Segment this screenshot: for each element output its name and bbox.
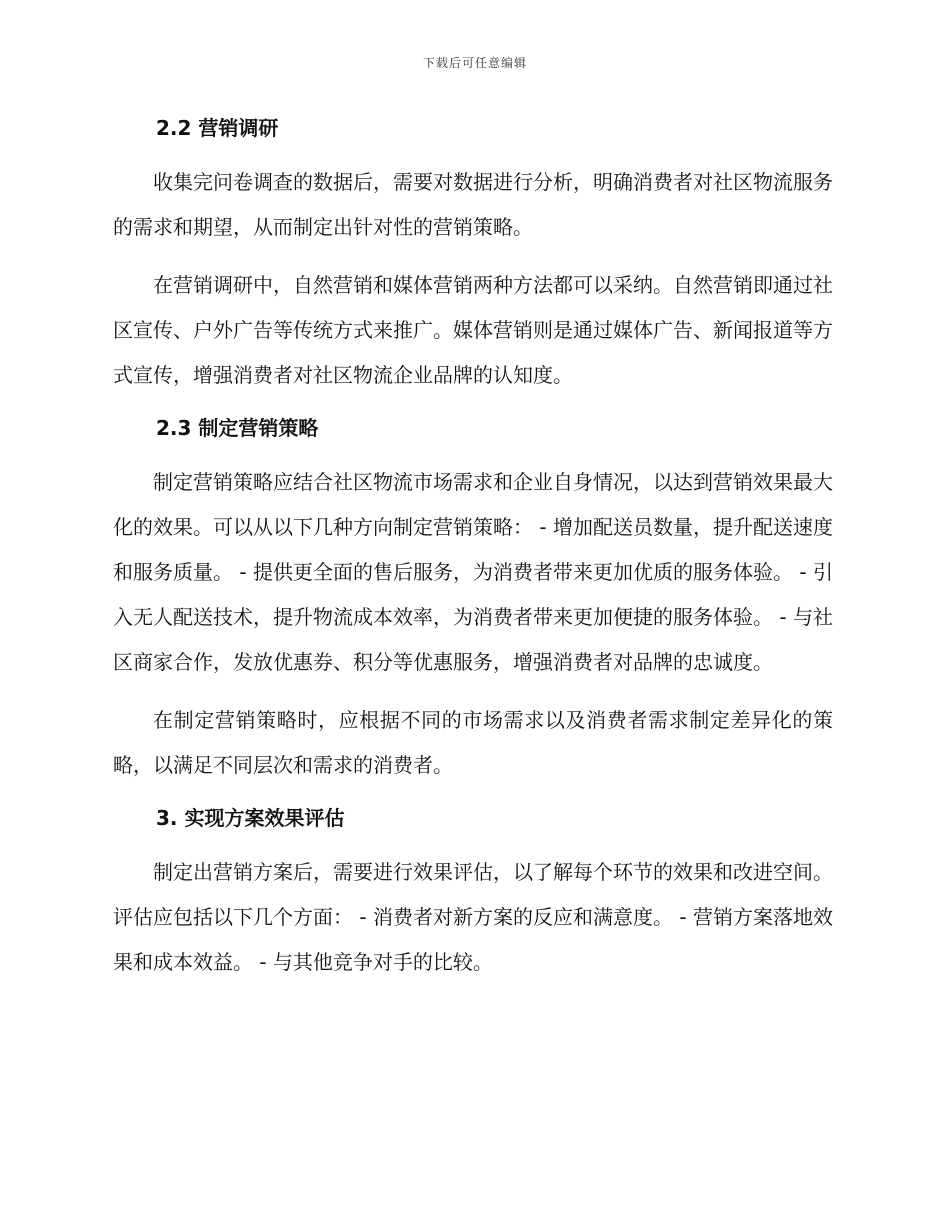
document-body (113, 112, 833, 985)
paragraph: 在营销调研中，自然营销和媒体营销两种方法都可以采纳。自然营销即通过社区宣传、户外广告等传统方式来推广。媒体营销则是通过媒体广告、新闻报道等方式宣传，增强消费者对社区物流企业品牌的认知度。 (113, 273, 833, 387)
paragraph: 制定出营销方案后，需要进行效果评估，以了解每个环节的效果和改进空间。评估应包括以下几个方面： - 消费者对新方案的反应和满意度。 - 营销方案落地效果和成本效益。 - 与其他竞争对手的比较。 (113, 860, 833, 974)
page-header-note: 下载后可任意编辑 (422, 56, 527, 70)
paragraph: 制定营销策略应结合社区物流市场需求和企业自身情况，以达到营销效果最大化的效果。可以从以下几种方向制定营销策略： - 增加配送员数量，提升配送速度和服务质量。 - 提供更全面的售后服务，为消费者带来更加优质的服务体验。 - 引入无人配送技术，提升物流成本效率，为消费者带来更加便捷的服务体验。 - 与社区商家合作，发放优惠券、积分等优惠服务，增强消费者对品牌的忠诚度。 (113, 470, 833, 674)
section-heading-3: 3. 实现方案效果评估 (156, 806, 345, 830)
section-heading-2-2: 2.2 营销调研 (156, 116, 279, 140)
paragraph: 在制定营销策略时，应根据不同的市场需求以及消费者需求制定差异化的策略，以满足不同层次和需求的消费者。 (113, 708, 833, 777)
section-heading-2-3: 2.3 制定营销策略 (156, 416, 319, 440)
paragraph: 收集完问卷调查的数据后，需要对数据进行分析，明确消费者对社区物流服务的需求和期望，从而制定出针对性的营销策略。 (113, 170, 833, 239)
